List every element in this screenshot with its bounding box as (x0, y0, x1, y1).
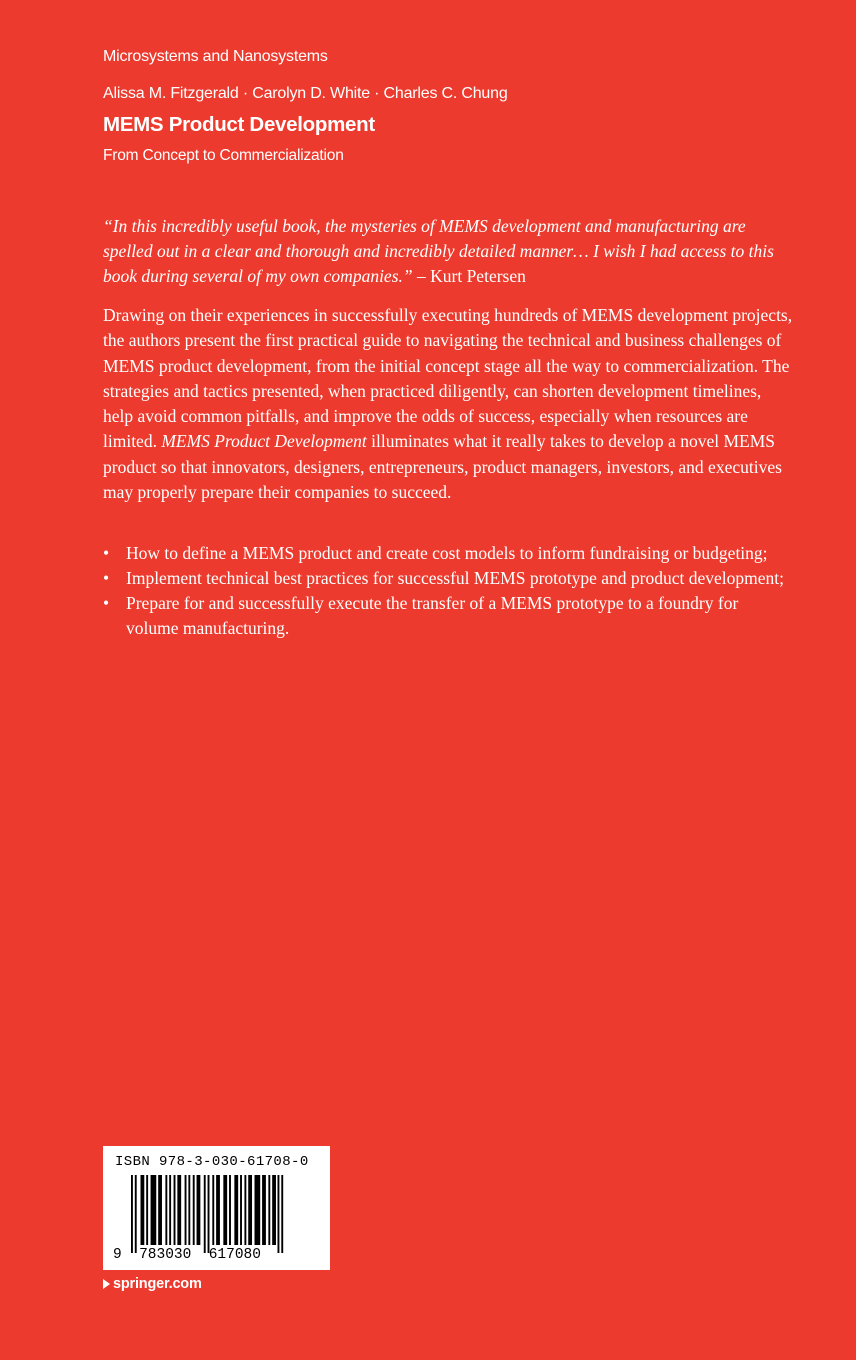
isbn-barcode (103, 1146, 330, 1270)
isbn-digits (113, 1247, 261, 1263)
barcode-bar (281, 1175, 283, 1253)
description-part-2: illuminates what it really takes to develop a novel MEMS product so that innovators, designers, entrepreneurs, product managers, investors, and executives may properly prepare their companies to succeed. (103, 431, 782, 503)
barcode-bar (255, 1175, 261, 1245)
isbn-digits-right: 617080 (208, 1247, 261, 1263)
barcode-bar (177, 1175, 181, 1245)
barcode-bar (248, 1175, 252, 1245)
list-item (103, 566, 793, 591)
barcode-bar (223, 1175, 227, 1245)
bullet-icon: • (103, 543, 110, 563)
barcode-bar (169, 1175, 171, 1245)
barcode-bar (146, 1175, 148, 1245)
barcode-bar (135, 1175, 137, 1253)
barcode-bar (165, 1175, 167, 1245)
book-title: MEMS Product Development (103, 113, 375, 136)
feature-list (103, 541, 793, 641)
barcode-bars-icon (131, 1175, 321, 1253)
quote-attribution: – Kurt Petersen (412, 266, 526, 286)
barcode-bar (277, 1175, 279, 1253)
barcode-bar (174, 1175, 176, 1245)
description-part-1: Drawing on their experiences in successfully executing hundreds of MEMS development projects, the authors present the first practical guide to navigating the technical and business challenges of MEMS product development, from the initial concept stage all the way to commercialization. The strategies and tactics presented, when practiced diligently, can shorten development timelines, help avoid common pitfalls, and improve the odds of success, especially when resources are limited. (103, 305, 793, 452)
barcode-bar (151, 1175, 157, 1245)
barcode-bar (216, 1175, 220, 1245)
publisher-link[interactable] (103, 1276, 202, 1292)
book-subtitle: From Concept to Commercialization (103, 147, 344, 164)
isbn-label: ISBN 978-3-030-61708-0 (115, 1154, 309, 1170)
barcode-bar (268, 1175, 270, 1245)
book-description (103, 303, 793, 505)
quote-text: “In this incredibly useful book, the mysteries of MEMS development and manufacturing are spelled out in a clear and thorough and incredibly detailed manner… I wish I had access to this book during several of my own companies.” (103, 216, 774, 286)
barcode-bar (158, 1175, 162, 1245)
barcode-bar (197, 1175, 201, 1245)
isbn-digits-left: 783030 (139, 1247, 192, 1263)
list-item (103, 541, 793, 566)
list-item-text: Prepare for and successfully execute the transfer of a MEMS prototype to a foundry for volume manufacturing. (126, 593, 739, 638)
bullet-icon: • (103, 568, 110, 588)
series-name: Microsystems and Nanosystems (103, 48, 328, 65)
list-item-text: Implement technical best practices for successful MEMS prototype and product development; (126, 568, 785, 588)
arrow-right-icon (103, 1279, 110, 1289)
barcode-bar (234, 1175, 238, 1245)
barcode-bar (229, 1175, 231, 1245)
list-item-text: How to define a MEMS product and create cost models to inform fundraising or budgeting; (126, 543, 768, 563)
description-title-italic: MEMS Product Development (161, 431, 367, 452)
barcode-bar (131, 1175, 133, 1253)
barcode-bar (212, 1175, 214, 1245)
list-item (103, 591, 793, 641)
barcode-bar (185, 1175, 187, 1245)
endorsement-quote (103, 214, 793, 289)
barcode-bar (262, 1175, 266, 1245)
bullet-icon: • (103, 593, 110, 613)
barcode-bar (193, 1175, 195, 1245)
barcode-bar (244, 1175, 246, 1245)
isbn-digit-first: 9 (113, 1247, 122, 1263)
barcode-bar (141, 1175, 145, 1245)
barcode-bar (272, 1175, 276, 1245)
barcode-bar (204, 1175, 206, 1253)
publisher-url: springer.com (113, 1276, 202, 1292)
barcode-bar (240, 1175, 242, 1245)
barcode-bar (188, 1175, 190, 1245)
author-list: Alissa M. Fitzgerald · Carolyn D. White · Charles C. Chung (103, 85, 508, 102)
barcode-bar (208, 1175, 210, 1253)
